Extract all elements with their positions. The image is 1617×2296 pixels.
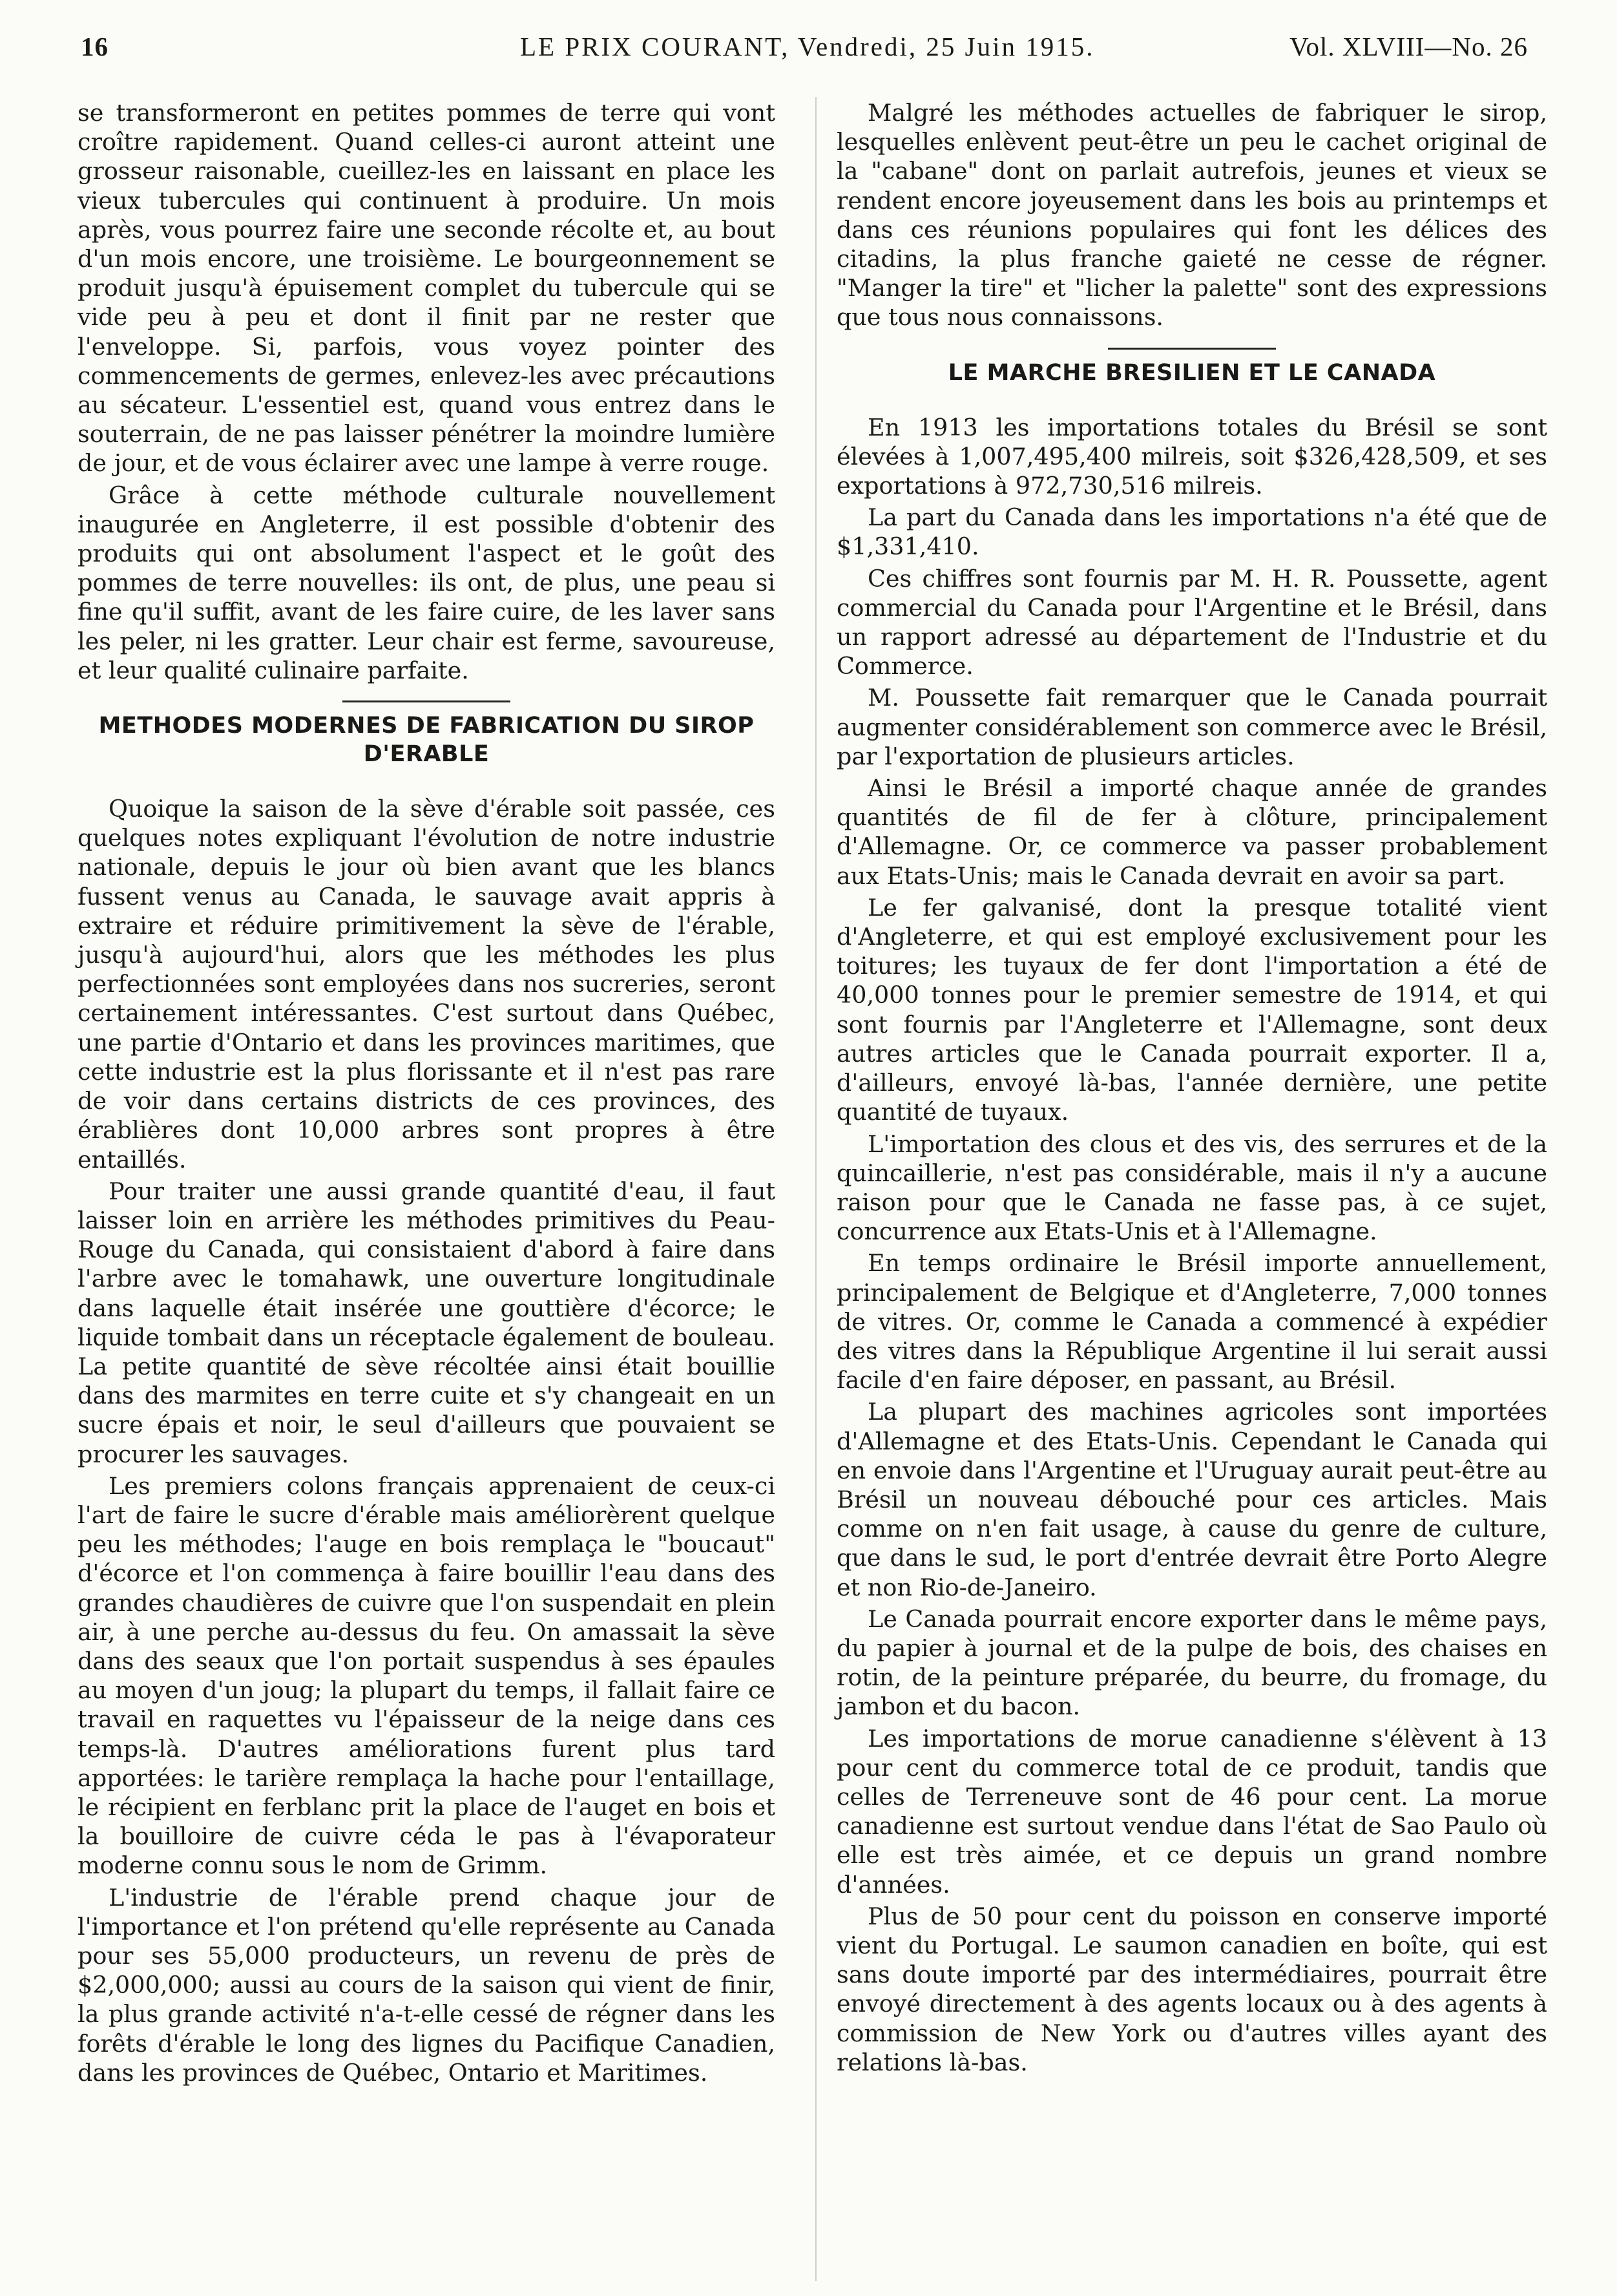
paragraph: En temps ordinaire le Brésil importe annuellement, principalement de Belgique et d'Angleterre, 7,000 tonnes de vitres. Or, comme le Canada a commencé à expédier des vitres dans la République Argentine il lui serait aussi facile d'en faire déposer, en passant, au Brésil. <box>837 1249 1547 1395</box>
paragraph: Grâce à cette méthode culturale nouvellement inaugurée en Angleterre, il est possible d'obtenir des produits qui ont absolument l'aspect et le goût des pommes de terre nouvelles: ils ont, de plus, une peau si fine qu'il suffit, avant de les faire cuire, de les laver sans les peler, ni les gratter. Leur chair est ferme, savoureuse, et leur qualité culinaire parfaite. <box>78 481 775 684</box>
paragraph: La plupart des machines agricoles sont importées d'Allemagne et des Etats-Unis. Cependant le Canada qui en envoie dans l'Argentine et l'Uruguay aurait peut-être au Brésil un nouveau débouché pour ces articles. Mais comme on n'en fait usage, à cause du genre de culture, que dans le sud, le port d'entrée devrait être Porto Alegre et non Rio-de-Janeiro. <box>837 1398 1547 1601</box>
paragraph: En 1913 les importations totales du Brésil se sont élevées à 1,007,495,400 milreis, soit $326,428,509, et ses exportations à 972,730,516 milreis. <box>837 413 1547 500</box>
column-divider <box>815 97 817 2281</box>
article-title: METHODES MODERNES DE FABRICATION DU SIROP D'ERABLE <box>98 713 755 768</box>
paragraph: Ainsi le Brésil a importé chaque année de grandes quantités de fil de fer à clôture, principalement d'Allemagne. Or, ce commerce va passer probablement aux Etats-Unis; mais le Canada devrait en avoir sa part. <box>837 774 1547 890</box>
page-header <box>74 31 1528 70</box>
paragraph: Malgré les méthodes actuelles de fabriquer le sirop, lesquelles enlèvent peut-être un peu le cachet original de la "cabane" dont on parlait autrefois, jeunes et vieux se rendent encore joyeusement dans les bois au printemps et dans ces réunions populaires qui font les délices des citadins, la plus franche gaieté ne cesse de régner. "Manger la tire" et "licher la palette" sont des expressions que tous nous connaissons. <box>837 99 1547 332</box>
paragraph: M. Poussette fait remarquer que le Canada pourrait augmenter considérablement son commerce avec le Brésil, par l'exportation de plusieurs articles. <box>837 684 1547 770</box>
paragraph: Les importations de morue canadienne s'élèvent à 13 pour cent du commerce total de ce produit, tandis que celles de Terreneuve sont de 46 pour cent. La morue canadienne est surtout vendue dans l'état de Sao Paulo où elle est très aimée, et ce depuis un grand nombre d'années. <box>837 1724 1547 1899</box>
right-column <box>837 98 1547 2080</box>
paragraph: Plus de 50 pour cent du poisson en conserve importé vient du Portugal. Le saumon canadien en boîte, qui est sans doute importé par des intermédiaires, pourrait être envoyé directement à des agents locaux ou à des agents à commission de New York ou d'autres villes ayant des relations là-bas. <box>837 1902 1547 2076</box>
paragraph: Le Canada pourrait encore exporter dans le même pays, du papier à journal et de la pulpe de bois, des chaises en rotin, de la peinture préparée, du beurre, du fromage, du jambon et du bacon. <box>837 1605 1547 1721</box>
article-title: LE MARCHE BRESILIEN ET LE CANADA <box>948 359 1436 386</box>
paragraph: Pour traiter une aussi grande quantité d'eau, il faut laisser loin en arrière les méthodes primitives du Peau-Rouge du Canada, qui consistaient d'abord à faire dans l'arbre avec le tomahawk, une ouverture longitudinale dans laquelle était insérée une gouttière d'écorce; le liquide tombait dans un réceptacle également de bouleau. La petite quantité de sève récoltée ainsi était bouillie dans des marmites en terre cuite et s'y changeait en un sucre épais et noir, le seul d'ailleurs que pouvaient se procurer les sauvages. <box>78 1177 775 1468</box>
section-rule <box>342 700 510 702</box>
masthead: LE PRIX COURANT, Vendredi, 25 Juin 1915. <box>520 32 1095 61</box>
paragraph: La part du Canada dans les importations n'a été que de $1,331,410. <box>837 503 1547 561</box>
volume-number: Vol. XLVIII—No. 26 <box>1289 32 1528 61</box>
paragraph: Quoique la saison de la sève d'érable soit passée, ces quelques notes expliquant l'évolution de notre industrie nationale, depuis le jour où bien avant que les blancs fussent venus au Canada, le sauvage avait appris à extraire et réduire primitivement la sève de l'érable, jusqu'à aujourd'hui, alors que les méthodes les plus perfectionnées sont employées dans nos sucreries, seront certainement intéressantes. C'est surtout dans Québec, une partie d'Ontario et dans les provinces maritimes, que cette industrie est la plus florissante et il n'est pas rare de voir dans certains districts de ces provinces, des érablières dont 10,000 arbres sont propres à être entaillés. <box>78 795 775 1174</box>
paragraph: Les premiers colons français apprenaient de ceux-ci l'art de faire le sucre d'érable mais améliorèrent quelque peu les méthodes; l'auge en bois remplaça le "boucaut" d'écorce et l'on commença à faire bouillir l'eau dans des grandes chaudières de cuivre que l'on suspendait en plein air, à une perche au-dessus du feu. On amassait la sève dans des seaux que l'on portait suspendus à ses épaules au moyen d'un joug; la plupart du temps, il fallait faire ce travail en raquettes vu l'épaisseur de la neige dans ces temps-là. D'autres améliorations furent plus tard apportées: le tarière remplaça la hache pour l'entaillage, le récipient en ferblanc prit la place de l'auget en bois et la bouilloire de cuivre céda le pas à l'évaporateur moderne connu sous le nom de Grimm. <box>78 1471 775 1880</box>
page-number: 16 <box>81 32 109 61</box>
paragraph: Le fer galvanisé, dont la presque totalité vient d'Angleterre, et qui est employé exclusivement pour les toitures; les tuyaux de fer dont l'importation a été de 40,000 tonnes pour le premier semestre de 1914, et qui sont fournis par l'Angleterre et l'Allemagne, sont deux autres articles que le Canada pourrait exporter. Il a, d'ailleurs, envoyé là-bas, l'année dernière, une petite quantité de tuyaux. <box>837 893 1547 1126</box>
paragraph: Ces chiffres sont fournis par M. H. R. Poussette, agent commercial du Canada pour l'Argentine et le Brésil, dans un rapport adressé au département de l'Industrie et du Commerce. <box>837 564 1547 680</box>
left-column <box>78 98 775 2090</box>
paragraph: L'importation des clous et des vis, des serrures et de la quincaillerie, n'est pas considérable, mais il n'y a aucune raison pour que le Canada ne fasse pas, à ce sujet, concurrence aux Etats-Unis et à l'Allemagne. <box>837 1130 1547 1246</box>
section-rule <box>1108 348 1276 350</box>
paragraph: se transformeront en petites pommes de terre qui vont croître rapidement. Quand celles-ci auront atteint une grosseur raisonable, cueillez-les en laissant en place les vieux tubercules qui continuent à produire. Un mois après, vous pourrez faire une seconde récolte et, au bout d'un mois encore, une troisième. Le bourgeonnement se produit jusqu'à épuisement complet du tubercule qui se vide peu à peu et dont il finit par ne rester que l'enveloppe. Si, parfois, vous voyez pointer des commencements de germes, enlevez-les avec précautions au sécateur. L'essentiel est, quand vous entrez dans le souterrain, de ne pas laisser pénétrer la moindre lumière de jour, et de vous éclairer avec une lampe à verre rouge. <box>78 99 775 478</box>
paragraph: L'industrie de l'érable prend chaque jour de l'importance et l'on prétend qu'elle représente au Canada pour ses 55,000 producteurs, un revenu de près de $2,000,000; aussi au cours de la saison qui vient de finir, la plus grande activité n'a-t-elle cessé de régner dans les forêts d'érable le long des lignes du Pacifique Canadien, dans les provinces de Québec, Ontario et Maritimes. <box>78 1883 775 2087</box>
